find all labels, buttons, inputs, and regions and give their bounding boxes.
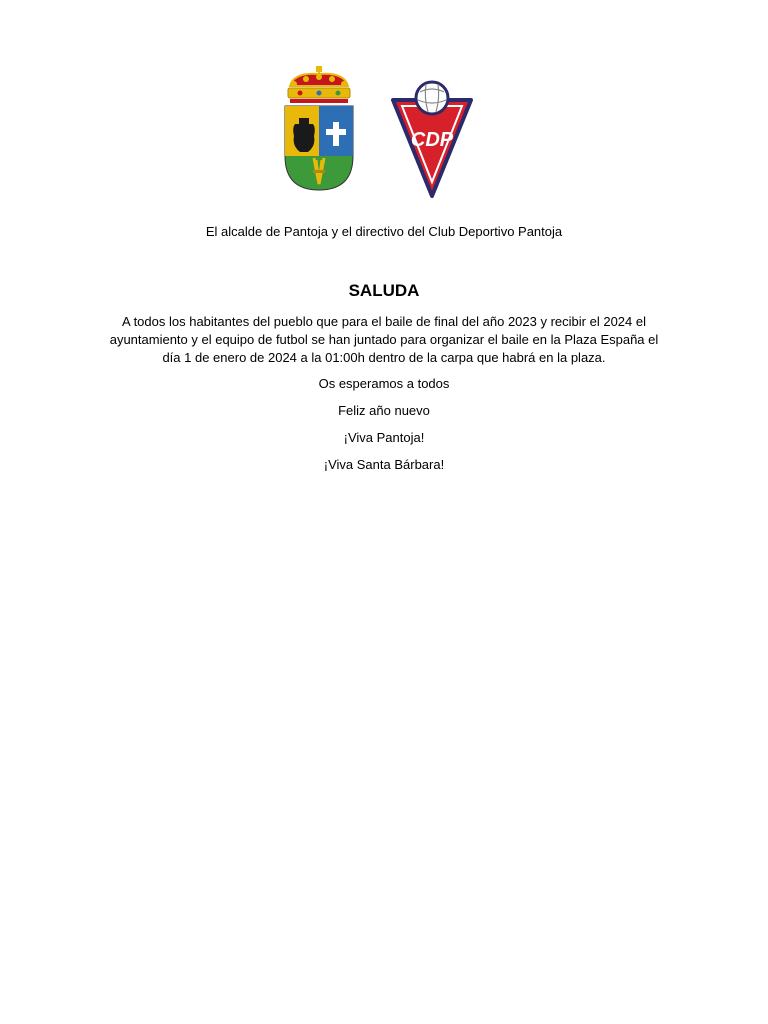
- letter-intro: El alcalde de Pantoja y el directivo del Club Deportivo Pantoja: [205, 224, 563, 239]
- closing-line: ¡Viva Santa Bárbara!: [323, 457, 445, 472]
- logos-header: [0, 66, 768, 200]
- closing-line: Os esperamos a todos: [318, 376, 450, 391]
- club-initials: CDP: [410, 129, 454, 151]
- club-deportivo-pantoja-logo: [390, 78, 474, 200]
- closing-line: Feliz año nuevo: [338, 403, 430, 418]
- town-coat-of-arms-logo: [280, 66, 358, 192]
- letter-title: SALUDA: [348, 281, 420, 300]
- letter-body: A todos los habitantes del pueblo que para el baile de final del año 2023 y recibir el 2024 el ayuntamiento y el equipo de futbol se han juntado para organizar el baile en la Plaza España el día 1 de enero de 2024 a la 01:00h dentro de la carpa que habrá en la plaza.: [109, 314, 659, 365]
- closing-line: ¡Viva Pantoja!: [343, 430, 425, 445]
